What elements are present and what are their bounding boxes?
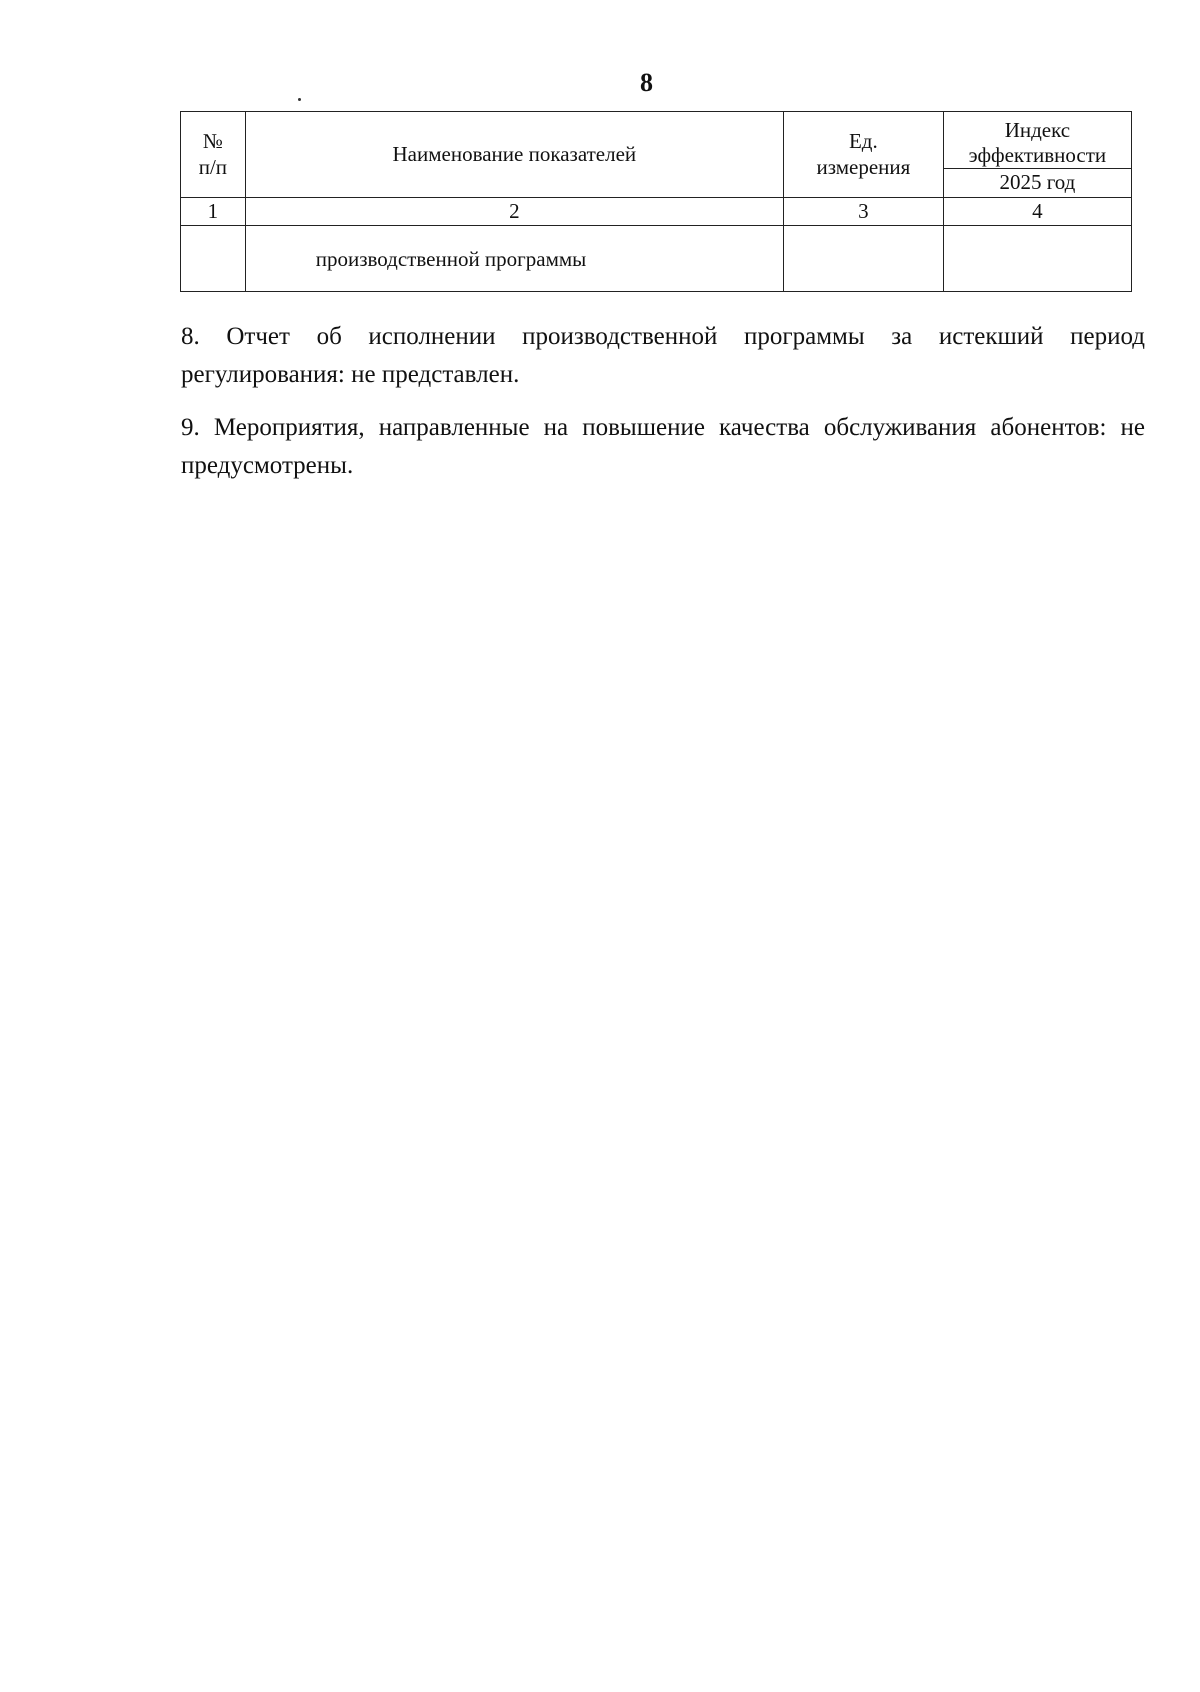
column-number-1: 1 [181, 198, 246, 226]
column-number-2: 2 [245, 198, 783, 226]
row-num [181, 226, 246, 292]
paragraph-9: 9. Мероприятия, направленные на повышение качества обслуживания абонентов: не предусмотрены. [181, 414, 1145, 479]
row-name: производственной программы [245, 226, 783, 292]
row-unit [783, 226, 943, 292]
table-header-row [181, 112, 1132, 169]
indicators-table [180, 111, 1132, 292]
table-column-numbers-row [181, 198, 1132, 226]
header-num: № п/п [181, 112, 246, 198]
header-index: Индекс эффективности [943, 112, 1131, 169]
header-name: Наименование показателей [245, 112, 783, 198]
scan-speck [298, 98, 301, 101]
row-value [943, 226, 1131, 292]
header-year: 2025 год [943, 169, 1131, 198]
column-number-3: 3 [783, 198, 943, 226]
table-row [181, 226, 1132, 292]
header-unit: Ед. измерения [783, 112, 943, 198]
column-number-4: 4 [943, 198, 1131, 226]
paragraph-8: 8. Отчет об исполнении производственной программы за истекший период регулирования: не представлен. [181, 323, 1145, 388]
page-number: 8 [640, 68, 653, 97]
